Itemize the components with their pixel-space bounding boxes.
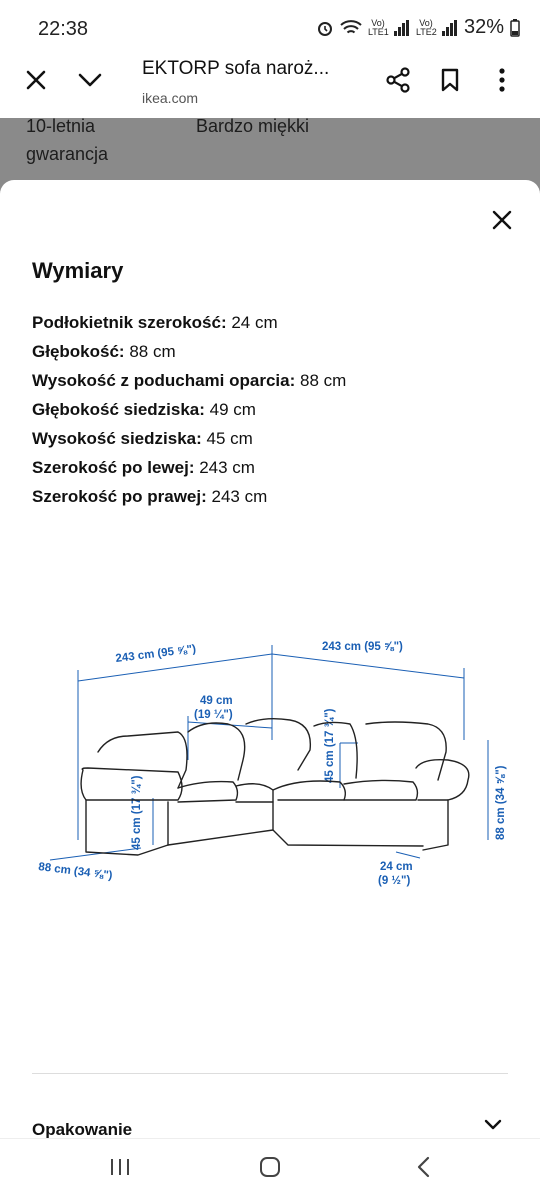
recents-icon (108, 1155, 132, 1179)
spec-row: Podłokietnik szerokość: 24 cm (32, 313, 278, 332)
home-icon (258, 1155, 282, 1179)
sofa-dimension-diagram (28, 640, 518, 910)
packaging-section-toggle[interactable]: Opakowanie (32, 1120, 133, 1138)
label-seat-depth-in: (19 ¼") (194, 709, 233, 721)
share-button[interactable] (378, 60, 418, 100)
share-icon (385, 67, 411, 93)
more-options-button[interactable] (482, 60, 522, 100)
home-button[interactable] (258, 1155, 282, 1184)
bookmark-icon (440, 68, 460, 92)
signal-icon (442, 20, 458, 36)
bookmark-button[interactable] (430, 60, 470, 100)
battery-percent: 32% (463, 16, 504, 38)
status-bar (0, 0, 540, 60)
section-divider (32, 1073, 508, 1074)
dimensions-sheet (0, 180, 540, 1138)
status-time: 22:38 (38, 18, 89, 40)
page-domain[interactable]: ikea.com (142, 90, 199, 106)
sim2-label: Vo) LTE2 (415, 17, 437, 37)
label-right-width: 243 cm (95 ⅝") (322, 641, 403, 653)
label-left-width: 243 cm (95 ⅝") (114, 643, 197, 665)
packaging-expand-button[interactable] (484, 1118, 502, 1136)
alarm-icon (316, 19, 334, 37)
more-vert-icon (498, 68, 506, 92)
wifi-icon (340, 19, 362, 37)
back-icon (412, 1155, 436, 1179)
label-depth: 88 cm (34 ⅝") (37, 861, 114, 883)
status-icons (316, 16, 520, 39)
label-back-height: 88 cm (34 ⅝") (495, 765, 507, 840)
recents-button[interactable] (108, 1155, 132, 1184)
spec-row: Głębokość siedziska: 49 cm (32, 400, 256, 419)
softness-text: Bardzo miękki (196, 116, 310, 136)
label-armrest-in: (9 ½") (378, 875, 411, 887)
spec-row: Wysokość siedziska: 45 cm (32, 429, 253, 448)
warranty-text: 10-letnia gwarancja (26, 116, 109, 164)
label-seat-height-right: 45 cm (17 ¾") (324, 708, 336, 783)
label-seat-depth-cm: 49 cm (200, 695, 233, 707)
close-icon (492, 210, 512, 230)
signal-icon (394, 20, 410, 36)
label-seat-height-left: 45 cm (17 ¾") (131, 775, 143, 850)
chevron-down-icon (484, 1119, 502, 1131)
spec-list (32, 308, 346, 511)
spec-row: Głębokość: 88 cm (32, 342, 176, 361)
chevron-down-icon (78, 72, 102, 88)
spec-row: Szerokość po prawej: 243 cm (32, 487, 268, 506)
spec-row: Szerokość po lewej: 243 cm (32, 458, 255, 477)
battery-icon (510, 19, 520, 37)
minimize-button[interactable] (70, 60, 110, 100)
label-armrest-cm: 24 cm (380, 861, 413, 873)
close-tab-button[interactable] (16, 60, 56, 100)
system-nav-bar (0, 1138, 540, 1201)
spec-row: Wysokość z poduchami oparcia: 88 cm (32, 371, 347, 390)
sim1-label: Vo) LTE1 (367, 17, 389, 37)
close-icon (25, 69, 47, 91)
sheet-title: Wymiary (32, 258, 124, 283)
close-sheet-button[interactable] (482, 200, 522, 240)
page-title[interactable]: EKTORP sofa naroż... (142, 58, 330, 79)
back-button[interactable] (412, 1155, 436, 1184)
